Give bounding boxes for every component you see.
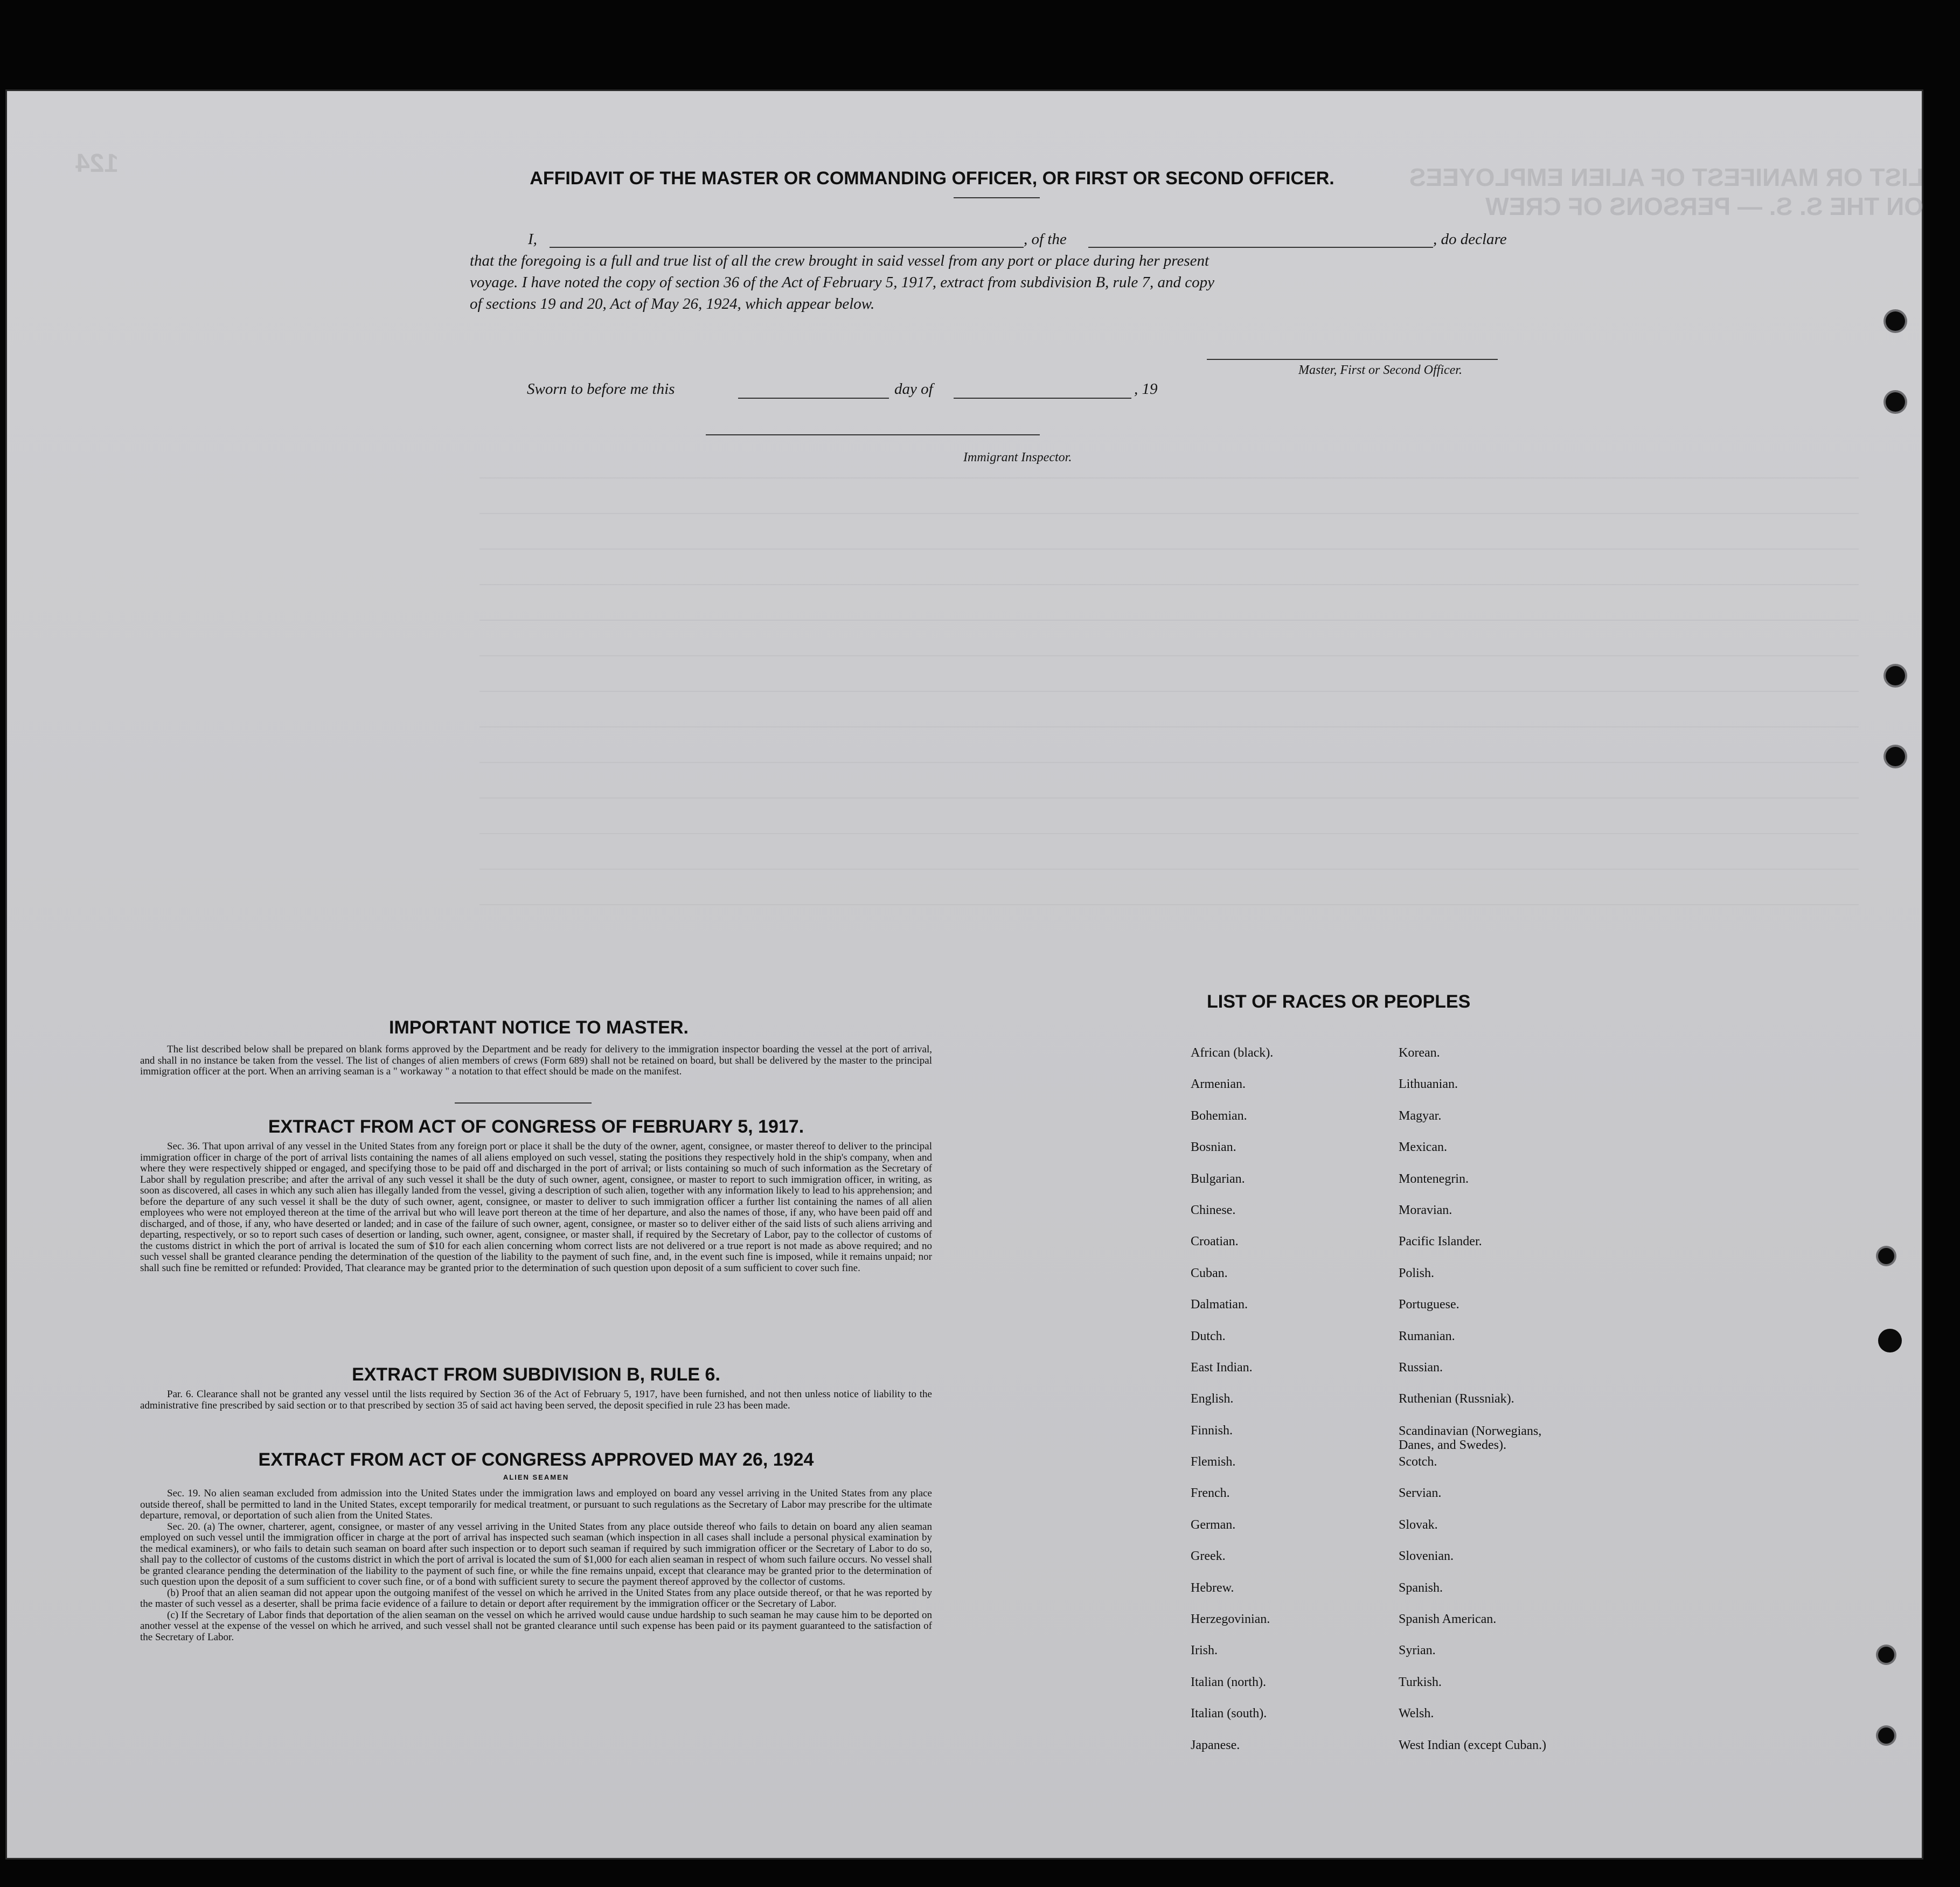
race-item: Servian. [1399,1486,1442,1501]
punch-hole [1878,1329,1902,1352]
bleed-through-row [479,584,1859,585]
bleed-through-row [479,833,1859,834]
race-item: Dutch. [1191,1329,1226,1343]
affidavit-i: I, [528,231,537,248]
race-item: Lithuanian. [1399,1077,1458,1092]
day-of-text: day of [894,380,933,398]
bleed-through-row [479,762,1859,763]
affidavit-line2: that the foregoing is a full and true list of all the crew brought in said vessel from any port or place during her present [470,252,1210,269]
section-20c: (c) If the Secretary of Labor finds that deportation of the alien seaman on the vessel on which he arrived would cause undue hardship to such seaman he may cause him to be deported on another vessel at the expense of the vessel on which he arrived, and such vessel shall not be granted clearance until such expense has been paid or its payment guaranteed to the satisfaction of the Secretary of Labor. [140,1609,932,1643]
bleed-through-row [479,869,1859,870]
race-item: Ruthenian (Russniak). [1399,1392,1514,1406]
race-item: Irish. [1191,1643,1218,1658]
race-item: Scandinavian (Norwegians, Danes, and Swedes). [1399,1424,1542,1452]
punch-hole [1886,311,1905,331]
race-item: Finnish. [1191,1423,1233,1438]
race-item: Dalmatian. [1191,1298,1248,1312]
race-item: Italian (north). [1191,1675,1266,1689]
bleed-through-row [479,655,1859,656]
punch-hole [1886,666,1905,685]
extract-1917-text: Sec. 36. That upon arrival of any vessel in the United States from any foreign port or place it shall be the duty of the owner, agent, consignee, or master thereof to deliver to the principal immigration officer in charge of the port of arrival lists containing the names of all aliens employed on such vessel, stating the positions they respectively hold in the ship's company, when and where they were respectively shipped or engaged, and specifying those to be paid off and discharged in the port of arrival; or lists containing so much of such information as the Secretary of Labor shall by regulation prescribe; and after the arrival of any such vessel it shall be the duty of such owner, agent, consignee, or master to report to such immigration officer, in writing, as soon as discovered, all cases in which any such alien has illegally landed from the vessel, giving a description of such alien, together with any information likely to lead to his apprehension; and before the departure of any such vessel it shall be the duty of such owner, agent, consignee, or master to deliver to such immigration officer a further list containing the names of all alien employees who were not employed thereon at the time of the arrival but who will leave port thereon at the time of her departure, and also the names of those, if any, who have been paid off and discharged, and of those, if any, who have deserted or landed; and in case of the failure of such owner, agent, consignee, or master so to deliver either of the said lists of such aliens arriving and departing, respectively, or so to report such cases of desertion or landing, such owner, agent, consignee, or master shall, if required by the Secretary of Labor, pay to the collector of customs of the customs district in which the port of arrival is located the sum of $10 for each alien concerning whom correct lists are not delivered or a true report is not made as above required; and no such vessel shall be granted clearance pending the determination of the question of the liability to the payment of such fine, and, in the event such fine is imposed, while it remains unpaid; nor shall such fine be remitted or refunded: Provided, That clearance may be granted prior to the determination of such question upon deposit of a sum sufficient to cover such fine. [140,1141,932,1274]
bleed-through-row [479,513,1859,514]
race-item: Chinese. [1191,1203,1236,1217]
race-item: Turkish. [1399,1675,1442,1689]
race-item: Syrian. [1399,1643,1436,1658]
race-item: Moravian. [1399,1203,1452,1217]
notice-title: IMPORTANT NOTICE TO MASTER. [389,1017,689,1038]
extract-1924-subtitle: ALIEN SEAMEN [503,1473,569,1481]
bleed-through-row [479,726,1859,727]
bleed-through-row [479,620,1859,621]
page-number: 124 [75,149,119,178]
month-blank [954,398,1131,399]
race-item: African (black). [1191,1046,1274,1060]
race-item: Welsh. [1399,1706,1434,1721]
bleed-through-row [479,691,1859,692]
section-20a: Sec. 20. (a) The owner, charterer, agent, consignee, or master of any vessel arriving in the United States from any place outside thereof who fails to detain on board any alien seaman employed on such vessel until the immigration officer in charge at the port of arrival has inspected such seaman (which inspection in all cases shall include a personal physical examination by the medical examiners), or who fails to detain such seaman on board after such inspection or to deport such seaman if required by such immigration officer or the Secretary of Labor to do so, shall pay to the collector of customs of the customs district in which the port of arrival is located the sum of $1,000 for each alien seaman in respect of whom such failure occurs. No vessel shall be granted clearance pending the determination of the liability to the payment of such fine, or while the fine remains unpaid, except that clearance may be granted prior to the determination of such question upon the deposit of a sum sufficient to cover such fine, or of a bond with sufficient surety to secure the payment thereof approved by the collector of customs. [140,1521,932,1587]
punch-hole [1886,747,1905,766]
inspector-signature-label: Immigrant Inspector. [963,450,1072,464]
race-item: Bulgarian. [1191,1171,1245,1186]
race-item: Spanish American. [1399,1612,1497,1627]
race-item: Cuban. [1191,1266,1228,1280]
race-item: Japanese. [1191,1738,1240,1752]
race-item: Spanish. [1399,1580,1443,1595]
races-left-column [1191,1046,1395,1770]
year-text: , 19 [1134,380,1158,398]
affidavit-line4: of sections 19 and 20, Act of May 26, 1924, which appear below. [470,295,875,313]
punch-hole [1886,392,1905,412]
races-title: LIST OF RACES OR PEOPLES [1207,991,1471,1012]
race-item: Flemish. [1191,1455,1236,1469]
race-item: Polish. [1399,1266,1435,1280]
inspector-signature-line [706,434,1040,435]
race-item: Russian. [1399,1360,1443,1375]
punch-hole [1878,1647,1894,1663]
sworn-text: Sworn to before me this [527,380,675,398]
race-item: Bohemian. [1191,1108,1247,1123]
notice-text: The list described below shall be prepared on blank forms approved by the Department and be ready for delivery to the immigration inspector boarding the vessel at the port of arrival, and shall in no instance be taken from the vessel. The list of changes of alien members of crews (Form 689) shall not be retained on board, but shall be delivered by the master to the principal immigration officer at the port. When an arriving seaman is a " workaway " a notation to that effect should be made on the manifest. [140,1044,932,1077]
bleed-through-row [479,904,1859,905]
divider [954,197,1040,198]
race-item: German. [1191,1517,1236,1532]
race-item: Greek. [1191,1549,1226,1564]
bleed-through-row [479,549,1859,550]
extract-1924-title: EXTRACT FROM ACT OF CONGRESS APPROVED MAY 26, 1924 [258,1449,814,1470]
section-20b: (b) Proof that an alien seaman did not appear upon the outgoing manifest of the vessel on which he arrived in the United States from any place outside thereof, or that he was reported by the master of such vessel as a deserter, shall be prima facie evidence of a failure to detain or deport after requirement by the immigration officer or the Secretary of Labor. [140,1587,932,1610]
race-item: Scotch. [1399,1455,1437,1469]
race-item: Magyar. [1399,1108,1442,1123]
bleed-through-title: LIST OR MANIFEST OF ALIEN EMPLOYEES ON THE S. S. — PERSONS OF CREW [1409,163,1923,220]
divider [455,1102,592,1104]
race-item: Herzegovinian. [1191,1612,1270,1627]
punch-hole [1878,1728,1894,1744]
affidavit-line3: voyage. I have noted the copy of section 36 of the Act of February 5, 1917, extract from subdivision B, rule 7, and copy [470,274,1215,291]
race-item: West Indian (except Cuban.) [1399,1738,1546,1752]
bleed-through-row [479,477,1859,478]
race-item: Italian (south). [1191,1706,1267,1721]
races-right-column [1399,1046,1625,1770]
affidavit-of-the: , of the [1024,231,1067,248]
race-item: Croatian. [1191,1234,1239,1249]
race-item: Slovak. [1399,1517,1438,1532]
race-item: East Indian. [1191,1360,1253,1375]
master-signature-label: Master, First or Second Officer. [1298,363,1462,377]
bleed-through-row [479,797,1859,799]
race-item: Rumanian. [1399,1329,1455,1343]
master-signature-line [1207,359,1498,360]
race-item: Korean. [1399,1046,1440,1060]
subdivision-text: Par. 6. Clearance shall not be granted any vessel until the lists required by Section 36 of the Act of February 5, 1917, have been furnished, and not then unless notice of liability to the administrative fine prescribed by said section or to that prescribed by section 35 of said act having been served, the deposit specified in rule 23 has been made. [140,1389,932,1411]
race-item: English. [1191,1392,1234,1406]
day-blank [738,398,889,399]
race-item: Hebrew. [1191,1580,1234,1595]
race-item: Slovenian. [1399,1549,1454,1564]
section-19: Sec. 19. No alien seaman excluded from admission into the United States under the immigration laws and employed on board any vessel arriving in the United States from any place outside thereof, shall be permitted to land in the United States, except temporarily for medical treatment, or pursuant to such regulations as the Secretary of Labor may prescribe for the ultimate departure, removal, or deportation of such alien from the United States. [140,1488,932,1521]
race-item: Portuguese. [1399,1298,1459,1312]
punch-hole [1878,1248,1894,1264]
subdivision-title: EXTRACT FROM SUBDIVISION B, RULE 6. [352,1364,720,1385]
race-item: Armenian. [1191,1077,1246,1092]
race-item: Pacific Islander. [1399,1234,1482,1249]
vessel-blank [1088,247,1433,248]
document-page [5,89,1923,1860]
race-item: Montenegrin. [1399,1171,1469,1186]
extract-1924-text [140,1488,932,1643]
name-blank [550,247,1024,248]
race-item: Mexican. [1399,1140,1447,1155]
affidavit-do-declare: , do declare [1433,231,1507,248]
race-item: Bosnian. [1191,1140,1236,1155]
extract-1917-title: EXTRACT FROM ACT OF CONGRESS OF FEBRUARY 5, 1917. [268,1116,804,1137]
race-item: French. [1191,1486,1230,1501]
affidavit-title: AFFIDAVIT OF THE MASTER OR COMMANDING OFFICER, OR FIRST OR SECOND OFFICER. [530,168,1335,189]
